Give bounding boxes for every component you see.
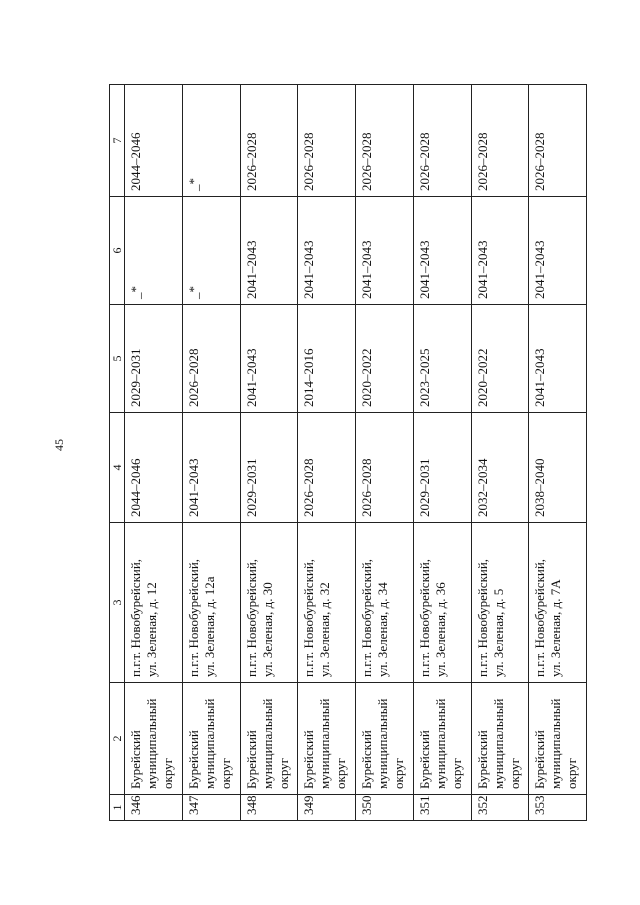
period-cell: 2020–2022: [471, 305, 529, 413]
address-cell: п.г.т. Новобурейский, ул. Зеленая, д. 34: [356, 523, 414, 683]
period-cell: 2029–2031: [413, 413, 471, 523]
header-cell: 7: [110, 85, 125, 197]
period-cell: 2041–2043: [182, 413, 240, 523]
table-row: [182, 85, 240, 821]
address-cell: п.г.т. Новобурейский, ул. Зеленая, д. 5: [471, 523, 529, 683]
period-cell: 2026–2028: [240, 85, 298, 197]
period-cell: 2026–2028: [356, 413, 414, 523]
period-cell: 2026–2028: [298, 413, 356, 523]
address-cell: п.г.т. Новобурейский, ул. Зеленая, д. 36: [413, 523, 471, 683]
header-row: [110, 85, 125, 821]
period-cell: 2026–2028: [413, 85, 471, 197]
municipality-cell: Бурейский муниципальный округ: [471, 683, 529, 795]
period-cell: 2041–2043: [471, 197, 529, 305]
period-cell: 2026–2028: [182, 305, 240, 413]
period-cell: 2014–2016: [298, 305, 356, 413]
municipality-cell: Бурейский муниципальный округ: [240, 683, 298, 795]
period-cell: 2041–2043: [240, 197, 298, 305]
header-cell: 3: [110, 523, 125, 683]
period-cell: 2032–2034: [471, 413, 529, 523]
period-cell: 2026–2028: [298, 85, 356, 197]
row-number: 347: [182, 795, 240, 821]
period-cell: 2041–2043: [529, 305, 587, 413]
period-cell: 2041–2043: [413, 197, 471, 305]
table-row: [471, 85, 529, 821]
header-cell: 6: [110, 197, 125, 305]
municipality-cell: Бурейский муниципальный округ: [529, 683, 587, 795]
municipality-cell: Бурейский муниципальный округ: [356, 683, 414, 795]
row-number: 348: [240, 795, 298, 821]
row-number: 349: [298, 795, 356, 821]
period-cell: _*: [125, 197, 183, 305]
address-cell: п.г.т. Новобурейский, ул. Зеленая, д. 30: [240, 523, 298, 683]
table-row: [298, 85, 356, 821]
period-cell: 2038–2040: [529, 413, 587, 523]
row-number: 350: [356, 795, 414, 821]
period-cell: 2044–2046: [125, 413, 183, 523]
row-number: 351: [413, 795, 471, 821]
address-cell: п.г.т. Новобурейский, ул. Зеленая, д. 32: [298, 523, 356, 683]
address-cell: п.г.т. Новобурейский, ул. Зеленая, д. 7А: [529, 523, 587, 683]
municipality-cell: Бурейский муниципальный округ: [125, 683, 183, 795]
header-cell: 4: [110, 413, 125, 523]
period-cell: 2041–2043: [298, 197, 356, 305]
period-cell: 2041–2043: [356, 197, 414, 305]
header-cell: 2: [110, 683, 125, 795]
period-cell: 2020–2022: [356, 305, 414, 413]
row-number: 353: [529, 795, 587, 821]
table-row: [125, 85, 183, 821]
period-cell: 2026–2028: [471, 85, 529, 197]
table-row: [356, 85, 414, 821]
municipality-cell: Бурейский муниципальный округ: [298, 683, 356, 795]
table-row: [413, 85, 471, 821]
header-cell: 5: [110, 305, 125, 413]
period-cell: 2029–2031: [240, 413, 298, 523]
schedule-table: [109, 84, 587, 821]
period-cell: 2026–2028: [529, 85, 587, 197]
period-cell: _*: [182, 85, 240, 197]
page-number: 45: [52, 439, 66, 451]
period-cell: 2044–2046: [125, 85, 183, 197]
rotated-table-container: [109, 85, 587, 821]
table-row: [240, 85, 298, 821]
row-number: 352: [471, 795, 529, 821]
header-cell: 1: [110, 795, 125, 821]
period-cell: 2023–2025: [413, 305, 471, 413]
period-cell: _*: [182, 197, 240, 305]
period-cell: 2041–2043: [529, 197, 587, 305]
table-row: [529, 85, 587, 821]
period-cell: 2026–2028: [356, 85, 414, 197]
period-cell: 2029–2031: [125, 305, 183, 413]
period-cell: 2041–2043: [240, 305, 298, 413]
address-cell: п.г.т. Новобурейский, ул. Зеленая, д. 12а: [182, 523, 240, 683]
address-cell: п.г.т. Новобурейский, ул. Зеленая, д. 12: [125, 523, 183, 683]
municipality-cell: Бурейский муниципальный округ: [413, 683, 471, 795]
municipality-cell: Бурейский муниципальный округ: [182, 683, 240, 795]
row-number: 346: [125, 795, 183, 821]
